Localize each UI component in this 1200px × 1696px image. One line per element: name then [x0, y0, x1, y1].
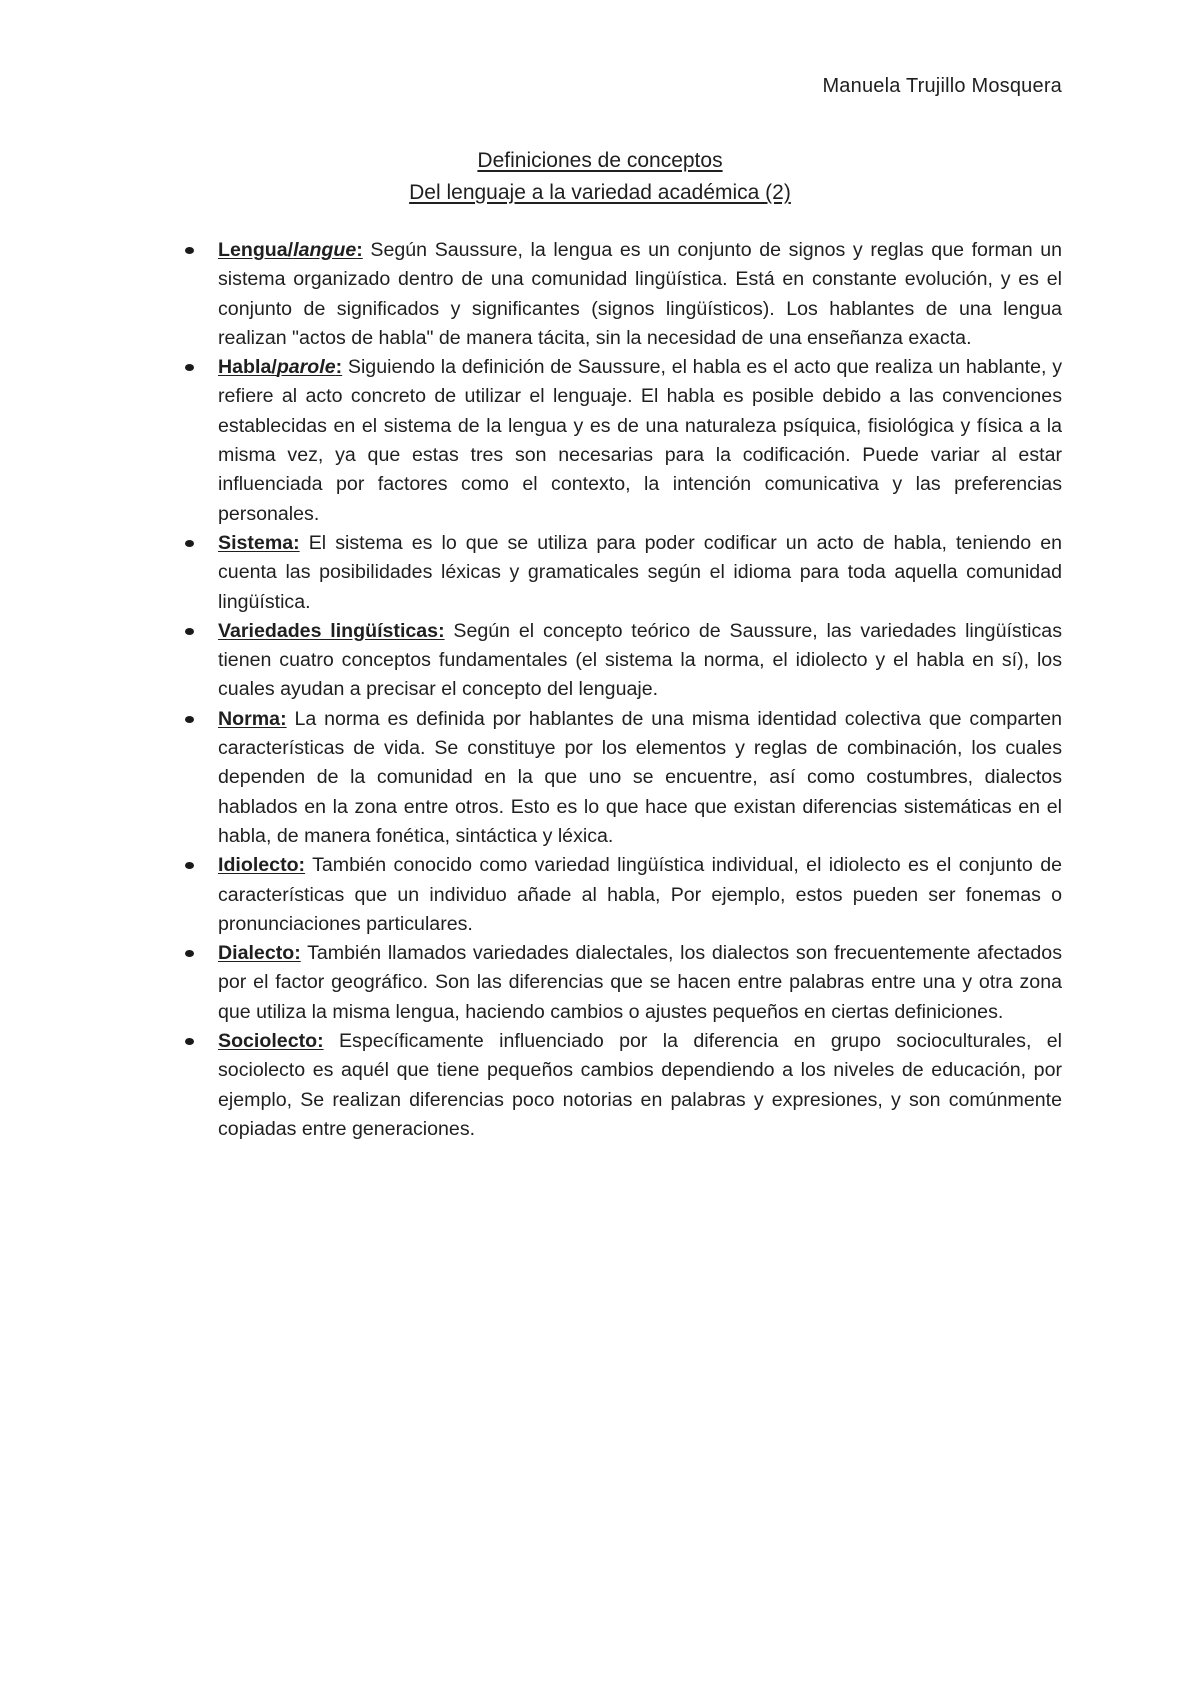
definition-item: [218, 1027, 1062, 1144]
definition-term: Sociolecto:: [218, 1030, 324, 1053]
term-italic: parole: [276, 356, 336, 379]
document-title: Definiciones de conceptos: [477, 149, 723, 172]
definition-item: [218, 939, 1062, 1027]
bullet-icon: [185, 247, 194, 254]
term-italic: langue: [293, 239, 357, 261]
title-block: [0, 145, 1200, 209]
definition-term: Sistema:: [218, 531, 300, 554]
definition-term: Norma:: [218, 707, 287, 730]
definition-text: También llamados variedades dialectales, los dialectos son frecuentemente afectados por el factor geográfico. Son las diferencias que se hacen entre palabras entre una y otra zona que utiliza la misma lengua, haciendo cambios o ajustes pequeños en ciertas definiciones.: [218, 942, 1062, 1023]
bullet-icon: [185, 540, 194, 547]
definition-term: Idiolecto:: [218, 854, 306, 877]
definition-item: [218, 617, 1062, 705]
bullet-icon: [185, 716, 194, 723]
bullet-icon: [185, 862, 194, 869]
definition-text: La norma es definida por hablantes de una misma identidad colectiva que comparten características de vida. Se constituye por los elementos y reglas de combinación, los cuales dependen de la comunidad en la que uno se encuentre, así como costumbres, dialectos hablados en la zona entre otros. Esto es lo que hace que existan diferencias sistemáticas en el habla, de manera fonética, sintáctica y léxica.: [218, 707, 1062, 847]
definition-text: Según Saussure, la lengua es un conjunto de signos y reglas que forman un sistema organizado dentro de una comunidad lingüística. Está en constante evolución, y es el conjunto de significados y significantes (signos lingüísticos). Los hablantes de una lengua realizan "actos de habla" de manera tácita, sin la necesidad de una enseñanza exacta.: [218, 239, 1062, 349]
term-main: Habla/: [218, 356, 277, 379]
term-suffix: :: [356, 239, 363, 261]
bullet-icon: [185, 950, 194, 957]
definition-term: [218, 239, 363, 261]
bullet-icon: [185, 628, 194, 635]
definition-item: [218, 851, 1062, 939]
definition-term: Variedades lingüísticas:: [218, 619, 445, 642]
definition-term: Dialecto:: [218, 942, 301, 965]
definition-text: Específicamente influenciado por la diferencia en grupo socioculturales, el sociolecto es aquél que tiene pequeños cambios dependiendo a los niveles de educación, por ejemplo, Se realizan diferencias poco notorias en palabras y expresiones, y son comúnmente copiadas entre generaciones.: [218, 1030, 1062, 1140]
author-name: Manuela Trujillo Mosquera: [822, 75, 1062, 97]
definition-text: Siguiendo la definición de Saussure, el habla es el acto que realiza un hablante, y refiere al acto concreto de utilizar el lenguaje. El habla es posible debido a las convenciones establecidas en el sistema de la lengua y es de una naturaleza psíquica, fisiológica y física a la misma vez, ya que estas tres son necesarias para la codificación. Puede variar al estar influenciada por factores como el contexto, la intención comunicativa y las preferencias personales.: [218, 356, 1062, 525]
definition-item: [218, 529, 1062, 617]
definition-term: [218, 356, 342, 378]
term-main: Lengua/: [218, 239, 294, 261]
definition-item: [218, 705, 1062, 851]
definition-item: [218, 236, 1062, 353]
bullet-icon: [185, 364, 194, 371]
term-suffix: :: [335, 356, 343, 379]
document-subtitle: Del lenguaje a la variedad académica (2): [409, 181, 791, 204]
definition-text: El sistema es lo que se utiliza para poder codificar un acto de habla, teniendo en cuenta las posibilidades léxicas y gramaticales según el idioma para toda aquella comunidad lingüística.: [218, 531, 1062, 613]
definition-text: Según el concepto teórico de Saussure, las variedades lingüísticas tienen cuatro conceptos fundamentales (el sistema la norma, el idiolecto y el habla en sí), los cuales ayudan a precisar el concepto del lenguaje.: [218, 619, 1062, 701]
definitions-list: [218, 236, 1062, 1144]
definition-item: [218, 353, 1062, 529]
definition-text: También conocido como variedad lingüística individual, el idiolecto es el conjunto de características que un individuo añade al habla, Por ejemplo, estos pueden ser fonemas o pronunciaciones particulares.: [218, 854, 1062, 935]
bullet-icon: [185, 1038, 194, 1045]
